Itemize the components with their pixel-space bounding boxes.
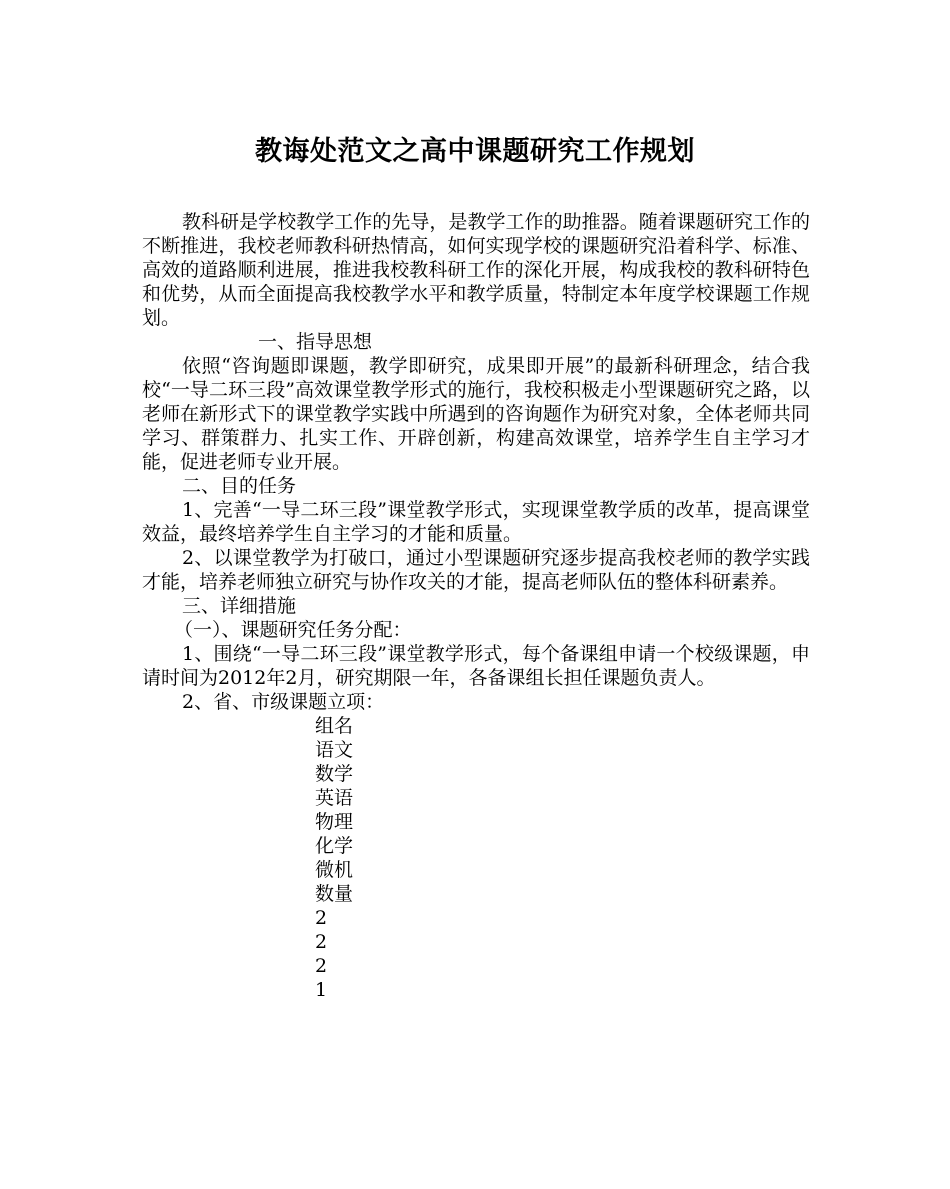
section2-item-1: 1、完善“一导二环三段”课堂教学形式，实现课堂教学质的改革，提高课堂效益，最终培养学生自主学习的才能和质量。	[142, 499, 810, 545]
table-group-cell: 物理	[315, 811, 354, 833]
document-title: 教诲处范文之高中课题研究工作规划	[255, 136, 695, 167]
table-group-cell: 化学	[315, 835, 354, 857]
section2-heading: 二、目的任务	[182, 475, 297, 497]
table-count-header: 数量	[315, 883, 354, 905]
table-count-cell: 1	[315, 979, 328, 1001]
table-group-header: 组名	[315, 715, 354, 737]
section1-heading: 一、指导思想	[258, 331, 373, 353]
section3-item-1: 1、围绕“一导二环三段”课堂教学形式，每个备课组申请一个校级课题，申请时间为2012年2月，研究期限一年，各备课组长担任课题负责人。	[142, 643, 810, 689]
section3-item-2: 2、省、市级课题立项：	[182, 691, 385, 713]
intro-paragraph: 教科研是学校教学工作的先导，是教学工作的助推器。随着课题研究工作的不断推进，我校老师教科研热情高，如何实现学校的课题研究沿着科学、标准、高效的道路顺利进展，推进我校教科研工作的深化开展，构成我校的教科研特色和优势，从而全面提高我校教学水平和教学质量，特制定本年度学校课题工作规划。	[142, 211, 810, 329]
table-group-cell: 微机	[315, 859, 354, 881]
section1-paragraph: 依照“咨询题即课题，教学即研究，成果即开展”的最新科研理念，结合我校“一导二环三段”高效课堂教学形式的施行，我校积极走小型课题研究之路，以老师在新形式下的课堂教学实践中所遇到的咨询题作为研究对象，全体老师共同学习、群策群力、扎实工作、开辟创新，构建高效课堂，培养学生自主学习才能，促进老师专业开展。	[142, 355, 810, 473]
table-group-cell: 英语	[315, 787, 354, 809]
section3-subheading: （一）、课题研究任务分配：	[174, 619, 412, 641]
document-body	[142, 210, 810, 1002]
table-group-cell: 数学	[315, 763, 354, 785]
table-count-cell: 2	[315, 955, 328, 977]
table-group-cell: 语文	[315, 739, 354, 761]
table-count-cell: 2	[315, 931, 328, 953]
table-count-cell: 2	[315, 907, 328, 929]
project-table-column	[142, 714, 810, 1002]
section2-item-2: 2、以课堂教学为打破口，通过小型课题研究逐步提高我校老师的教学实践才能，培养老师独立研究与协作攻关的才能，提高老师队伍的整体科研素养。	[142, 547, 810, 593]
section3-heading: 三、详细措施	[182, 595, 297, 617]
